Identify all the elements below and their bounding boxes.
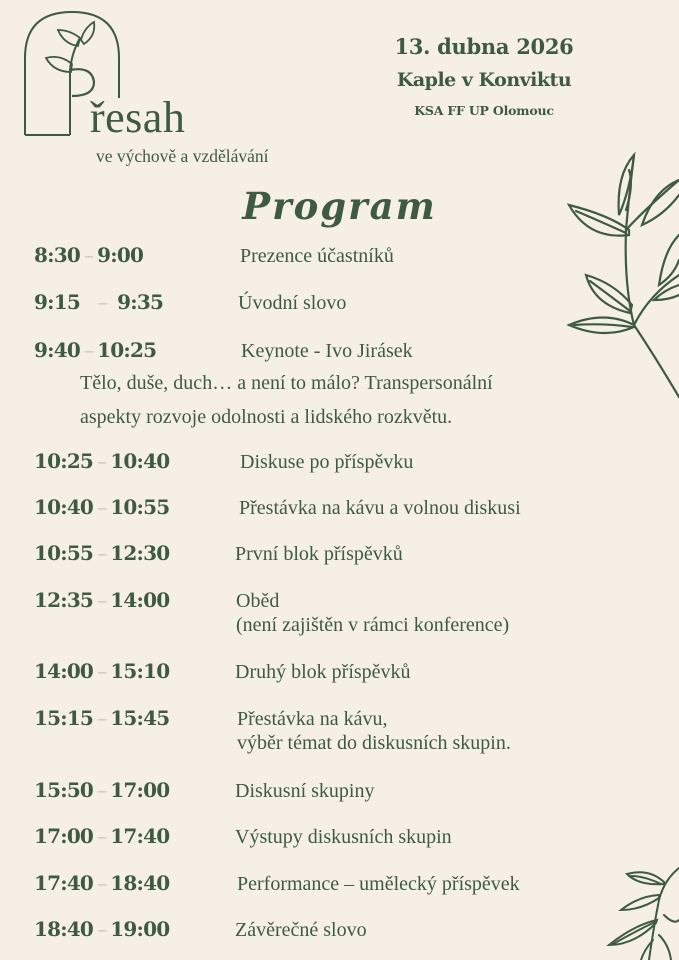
end-time: 17:00: [110, 778, 170, 802]
dash: –: [83, 338, 94, 362]
leaf-branch-icon: [579, 860, 679, 960]
start-time: 18:40: [34, 917, 94, 941]
end-time: 9:35: [117, 290, 164, 314]
item-title: Prezence účastníků: [240, 245, 394, 267]
time-range: [34, 917, 169, 941]
start-time: 17:00: [34, 824, 94, 848]
item-title: [237, 707, 511, 755]
logo-tagline: ve výchově a vzdělávání: [96, 146, 269, 166]
dash: –: [97, 871, 107, 895]
end-time: 10:55: [110, 495, 170, 519]
subtitle-line: aspekty rozvoje odolnosti a lidského rozkvětu.: [80, 406, 453, 428]
item-title: Diskusní skupiny: [235, 780, 375, 802]
item-title-line: výběr témat do diskusních skupin.: [237, 732, 511, 754]
item-title: Přestávka na kávu a volnou diskusi: [239, 497, 521, 519]
start-time: 14:00: [34, 659, 94, 683]
item-title: První blok příspěvků: [235, 543, 403, 565]
time-range: [34, 871, 169, 895]
logo: [22, 10, 342, 170]
end-time: 14:00: [110, 588, 170, 612]
event-date: 13. dubna 2026: [394, 34, 574, 59]
end-time: 10:25: [97, 338, 157, 362]
item-title: Diskuse po příspěvku: [240, 451, 414, 473]
leaf-branch-icon: [564, 135, 679, 400]
dash: –: [97, 659, 107, 683]
item-title: Výstupy diskusních skupin: [235, 826, 452, 848]
start-time: 9:40: [34, 338, 80, 362]
dash: –: [97, 778, 107, 802]
start-time: 10:55: [34, 541, 94, 565]
time-range: [34, 338, 156, 362]
keynote-subtitle: [80, 366, 493, 434]
end-time: 19:00: [110, 917, 170, 941]
time-range: [34, 449, 169, 473]
time-range: [34, 778, 169, 802]
subtitle-line: Tělo, duše, duch… a není to málo? Transpersonální: [80, 372, 493, 394]
item-note: (není zajištěn v rámci konference): [236, 614, 510, 636]
dash: –: [97, 541, 107, 565]
dash: –: [97, 824, 107, 848]
start-time: 15:50: [34, 778, 94, 802]
time-range: [34, 706, 169, 730]
program-title: Program: [242, 184, 437, 228]
item-title-line: Přestávka na kávu,: [237, 708, 388, 730]
dash: –: [83, 243, 94, 267]
start-time: 12:35: [34, 588, 94, 612]
end-time: 12:30: [110, 541, 170, 565]
item-title: Keynote - Ivo Jirásek: [241, 340, 413, 362]
start-time: 15:15: [34, 706, 94, 730]
dash: –: [97, 290, 108, 314]
end-time: 17:40: [110, 824, 170, 848]
dash: –: [97, 917, 107, 941]
time-range: [34, 243, 143, 267]
dash: –: [97, 449, 107, 473]
event-venue: Kaple v Konviktu: [396, 69, 572, 91]
dash: –: [97, 588, 107, 612]
item-title: Performance – umělecký příspěvek: [237, 873, 520, 895]
end-time: 9:00: [97, 243, 144, 267]
end-time: 10:40: [110, 449, 170, 473]
time-range: [34, 824, 169, 848]
logo-wordmark: řesah: [90, 93, 186, 142]
time-range: [34, 541, 169, 565]
time-range: [34, 588, 169, 612]
start-time: 9:15: [34, 290, 80, 314]
time-range: [34, 290, 163, 314]
end-time: 18:40: [110, 871, 170, 895]
dash: –: [97, 706, 107, 730]
end-time: 15:45: [110, 706, 170, 730]
item-title: [236, 589, 509, 637]
time-range: [34, 659, 169, 683]
start-time: 10:40: [34, 495, 94, 519]
time-range: [34, 495, 169, 519]
end-time: 15:10: [110, 659, 170, 683]
start-time: 8:30: [34, 243, 80, 267]
event-organizer: KSA FF UP Olomouc: [414, 103, 554, 118]
item-title: Úvodní slovo: [238, 292, 347, 314]
dash: –: [97, 495, 107, 519]
start-time: 10:25: [34, 449, 94, 473]
item-title: Závěrečné slovo: [235, 919, 367, 941]
start-time: 17:40: [34, 871, 94, 895]
item-title-line: Oběd: [236, 590, 280, 612]
item-title: Druhý blok příspěvků: [235, 661, 411, 683]
event-info: [359, 34, 609, 118]
